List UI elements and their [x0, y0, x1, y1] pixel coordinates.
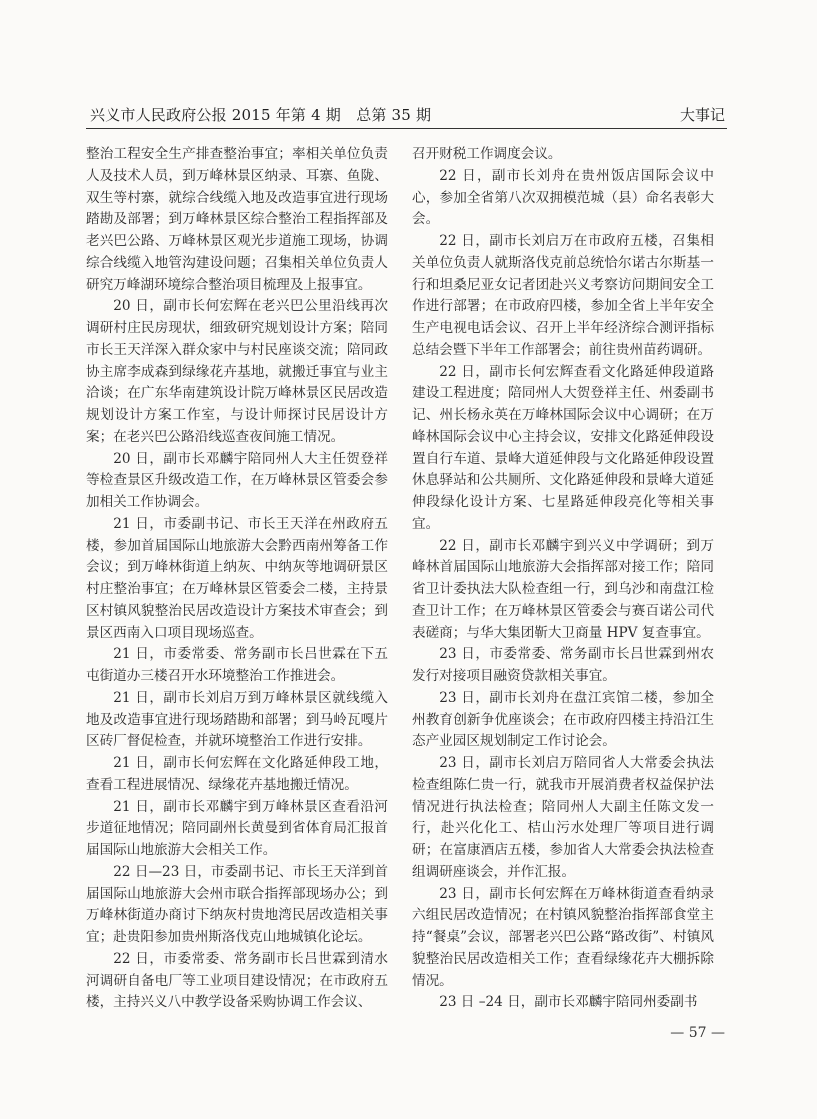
paragraph: 23 日，副市长刘舟在盘江宾馆二楼，参加全州教育创新争优座谈会；在市政府四楼主持沿江生态产业园区规划制定工作讨论会。 — [412, 689, 714, 750]
paragraph: 20 日，副市长邓麟宇陪同州人大主任贺登祥等检查景区升级改造工作，在万峰林景区管委会参加相关工作协调会。 — [86, 450, 388, 510]
paragraph: 22 日，市委常委、常务副市长吕世霖到清水河调研自备电厂等工业项目建设情况；在市政府五楼，主持兴义八中教学设备采购协调工作会议、 — [86, 950, 388, 1011]
header-rule — [86, 128, 727, 129]
paragraph: 21 日，副市长刘启万到万峰林景区就线缆入地及改造事宜进行现场踏勘和部署；到马岭瓦嘎片区砖厂督促检查，并就环境整治工作进行安排。 — [86, 689, 388, 750]
paragraph: 21 日，市委副书记、市长王天洋在州政府五楼，参加首届国际山地旅游大会黔西南州筹备工作会议；到万峰林街道上纳灰、中纳灰等地调研景区村庄整治事宜；在万峰林景区管委会二楼，主持景区村镇风貌整治民居改造设计方案技术审查会；到景区西南入口项目现场巡查。 — [86, 515, 388, 641]
left-column — [86, 144, 388, 1014]
paragraph: 21 日，市委常委、常务副市长吕世霖在下五屯街道办三楼召开水环境整治工作推进会。 — [86, 646, 388, 684]
section-title: 大事记 — [679, 106, 725, 124]
paragraph: 召开财税工作调度会议。 — [412, 146, 562, 162]
paragraph: 20 日，副市长何宏辉在老兴巴公里沿线再次调研村庄民房现状，细致研究规划设计方案；陪同市长王天洋深入群众家中与村民座谈交流；陪同政协主席李成森到绿缘花卉基地，就搬迁事宜与业主洽谈；在广东华南建筑设计院万峰林景区民居改造规划设计方案工作室，与设计师探讨民居设计方案；在老兴巴公路沿线巡查夜间施工情况。 — [86, 298, 388, 445]
paragraph: 23 日，副市长刘启万陪同省人大常委会执法检查组陈仁贵一行，就我市开展消费者权益保护法情况进行执法检查；陪同州人大副主任陈文发一行，赴兴化化工、桔山污水处理厂等项目进行调研；在富康酒店五楼，参加省人大常委会执法检查组调研座谈会，并作汇报。 — [412, 755, 714, 880]
paragraph: 21 日，副市长何宏辉在文化路延伸段工地，查看工程进展情况、绿缘花卉基地搬迁情况。 — [86, 755, 388, 793]
paragraph: 21 日，副市长邓麟宇到万峰林景区查看沿河步道征地情况；陪同副州长黄曼到省体育局汇报首届国际山地旅游大会相关工作。 — [86, 798, 388, 858]
page-number: — 57 — — [670, 1025, 725, 1041]
journal-header: 兴义市人民政府公报 2015 年第 4 期 总第 35 期 — [90, 106, 432, 124]
paragraph: 22 日—23 日，市委副书记、市长王天洋到首届国际山地旅游大会州市联合指挥部现场办公；到万峰林街道办商讨下纳灰村贵地湾民居改造相关事宜；赴贵阳参加贵州斯洛伐克山地城镇化论坛。 — [86, 863, 388, 945]
paragraph: 22 日，副市长何宏辉查看文化路延伸段道路建设工程进度；陪同州人大贺登祥主任、州委副书记、州长杨永英在万峰林国际会议中心调研；在万峰林国际会议中心主持会议，安排文化路延伸段设置自行车道、景峰大道延伸段与文化路延伸段设置休息驿站和公共厕所、文化路延伸段和景峰大道延伸段绿化设计方案、七星路延伸段亮化等相关事宜。 — [412, 363, 714, 532]
right-column — [412, 144, 714, 1014]
paragraph: 22 日，副市长刘舟在贵州饭店国际会议中心，参加全省第八次双拥模范城（县）命名表彰大会。 — [412, 167, 714, 228]
paragraph: 23 日 –24 日，副市长邓麟宇陪同州委副书 — [439, 994, 698, 1011]
paragraph: 整治工程安全生产排查整治事宜；率相关单位负责人及技术人员，到万峰林景区纳录、耳寨、鱼陇、双生等村寨，就综合线缆入地及改造事宜进行现场踏勘及部署；到万峰林景区综合整治工程指挥部及老兴巴公路、万峰林景区观光步道施工现场，协调综合线缆入地管沟建设问题；召集相关单位负责人研究万峰湖环境综合整治项目梳理及上报事宜。 — [86, 146, 388, 293]
paragraph: 23 日，市委常委、常务副市长吕世霖到州农发行对接项目融资贷款相关事宜。 — [412, 646, 714, 684]
paragraph: 22 日，副市长邓麟宇到兴义中学调研；到万峰林首届国际山地旅游大会指挥部对接工作；陪同省卫计委执法大队检查组一行，到乌沙和南盘江检查卫计工作；在万峰林景区管委会与赛百诺公司代表磋商；与华大集团靳大卫商量 HPV 复查事宜。 — [412, 537, 714, 641]
paragraph: 22 日，副市长刘启万在市政府五楼，召集相关单位负责人就斯洛伐克前总统恰尔诺古尔斯基一行和坦桑尼亚女记者团赴兴义考察访问期间安全工作进行部署；在市政府四楼，参加全省上半年安全生产电视电话会议、召开上半年经济综合测评指标总结会暨下半年工作部署会；前往贵州苗药调研。 — [412, 233, 714, 358]
paragraph: 23 日，副市长何宏辉在万峰林街道查看纳录六组民居改造情况；在村镇风貌整治指挥部食堂主持“餐桌”会议，部署老兴巴公路“路改街”、村镇风貌整治民居改造相关工作；查看绿缘花卉大棚拆除情况。 — [412, 885, 714, 989]
